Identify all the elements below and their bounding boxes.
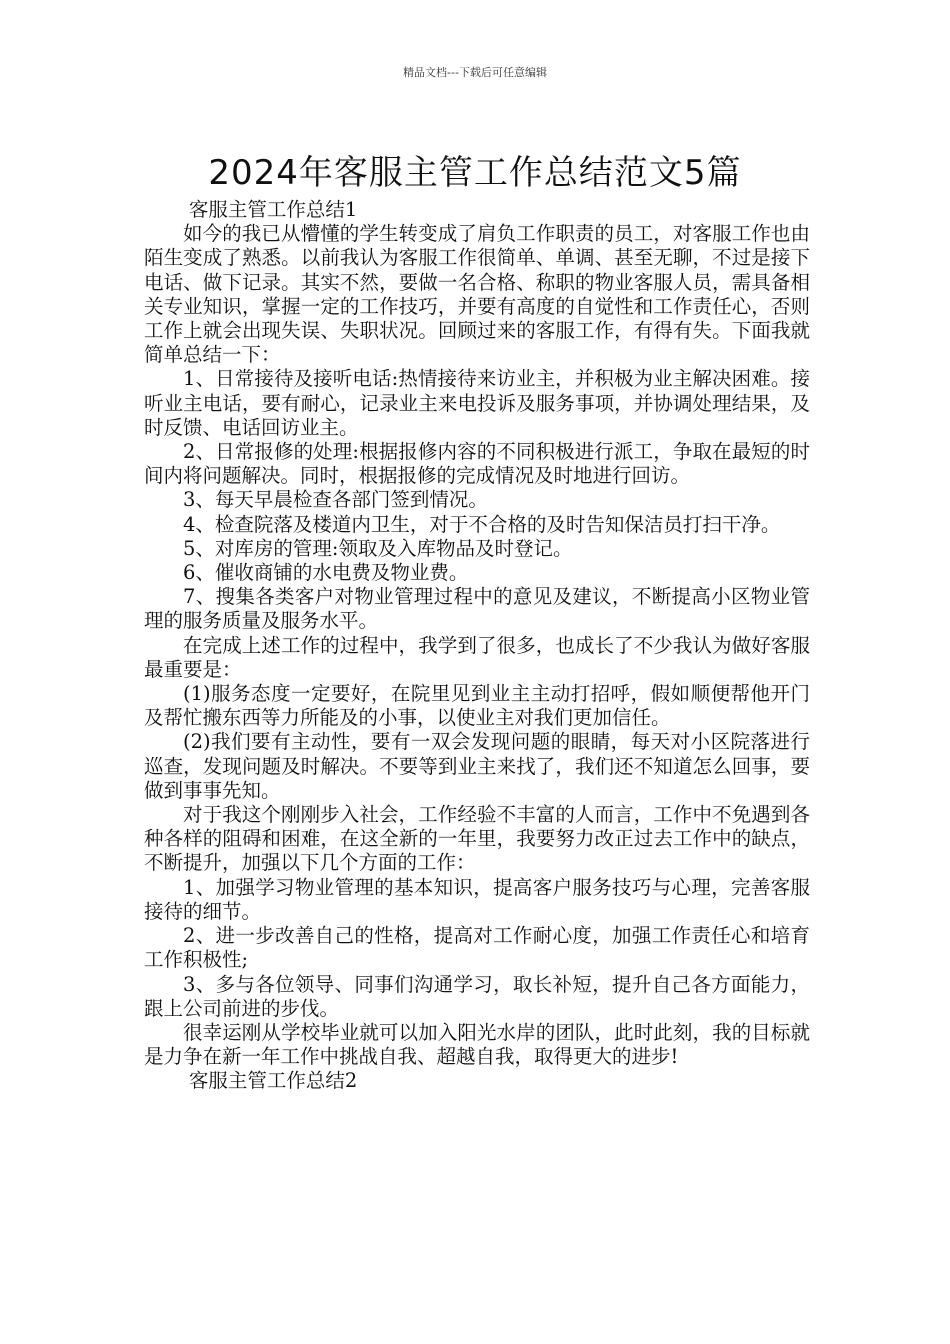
header-note: 精品文档---下载后可任意编辑 — [403, 66, 547, 79]
paragraph-lesson-2: (2)我们要有主动性，要有一双会发现问题的眼睛，每天对小区院落进行巡查，发现问题及时解决。不要等到业主来找了，我们还不知道怎么回事，要做到事事先知。 — [144, 730, 810, 802]
paragraph-item-1: 1、日常接待及接听电话:热情接待来访业主，并积极为业主解决困难。接听业主电话，要有耐心，记录业主来电投诉及服务事项，并协调处理结果，及时反馈、电话回访业主。 — [144, 367, 810, 439]
paragraph-plan-2: 2、进一步改善自己的性格，提高对工作耐心度，加强工作责任心和培育工作积极性; — [144, 924, 810, 972]
document-title: 2024年客服主管工作总结范文5篇 — [208, 152, 742, 193]
paragraph-plan-3: 3、多与各位领导、同事们沟通学习，取长补短，提升自己各方面能力，跟上公司前进的步伐。 — [144, 972, 810, 1020]
paragraph-lessons: 在完成上述工作的过程中，我学到了很多，也成长了不少我认为做好客服最重要是： — [144, 633, 810, 681]
paragraph-item-6: 6、催收商铺的水电费及物业费。 — [183, 561, 469, 585]
document-body — [144, 198, 810, 1094]
paragraph-conclusion: 很幸运刚从学校毕业就可以加入阳光水岸的团队，此时此刻，我的目标就是力争在新一年工作中挑战自我、超越自我，取得更大的进步! — [144, 1020, 810, 1069]
paragraph-item-2: 2、日常报修的处理:根据报修内容的不同积极进行派工，争取在最短的时间内将问题解决。同时，根据报修的完成情况及时地进行回访。 — [144, 440, 810, 488]
paragraph-plan-1: 1、加强学习物业管理的基本知识，提高客户服务技巧与心理，完善客服接待的细节。 — [144, 875, 810, 923]
paragraph-intro: 如今的我已从懵懂的学生转变成了肩负工作职责的员工，对客服工作也由陌生变成了熟悉。以前我认为客服工作很简单、单调、甚至无聊，不过是接下电话、做下记录。其实不然，要做一名合格、称职的物业客服人员，需具备相关专业知识，掌握一定的工作技巧，并要有高度的自觉性和工作责任心，否则工作上就会出现失误、失职状况。回顾过来的客服工作，有得有失。下面我就简单总结一下： — [144, 222, 810, 367]
paragraph-item-3: 3、每天早晨检查各部门签到情况。 — [183, 488, 488, 512]
paragraph-item-4: 4、检查院落及楼道内卫生，对于不合格的及时告知保洁员打扫干净。 — [183, 512, 781, 536]
section-heading-2: 客服主管工作总结2 — [188, 1069, 358, 1093]
paragraph-item-7: 7、搜集各类客户对物业管理过程中的意见及建议，不断提高小区物业管理的服务质量及服务水平。 — [144, 585, 810, 633]
paragraph-plans: 对于我这个刚刚步入社会，工作经验不丰富的人而言，工作中不免遇到各种各样的阻碍和困难，在这全新的一年里，我要努力改正过去工作中的缺点，不断提升，加强以下几个方面的工作： — [144, 803, 810, 875]
paragraph-lesson-1: (1)服务态度一定要好，在院里见到业主主动打招呼，假如顺便帮他开门及帮忙搬东西等力所能及的小事，以使业主对我们更加信任。 — [144, 682, 810, 730]
section-heading-1: 客服主管工作总结1 — [188, 198, 358, 221]
paragraph-item-5: 5、对库房的管理:领取及入库物品及时登记。 — [183, 536, 573, 560]
